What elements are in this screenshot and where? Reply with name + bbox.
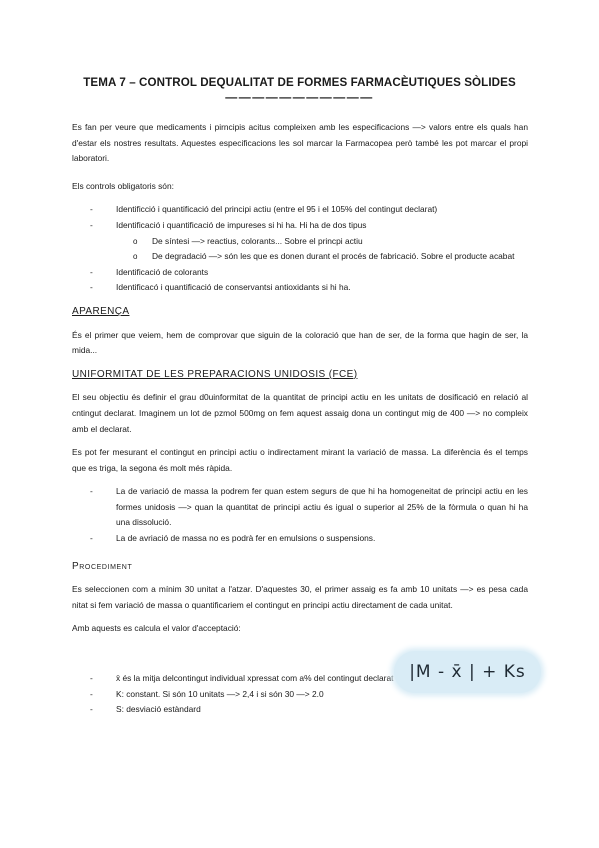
section-heading-aparenca: APARENÇA xyxy=(72,305,130,317)
title-underline: ——————————— xyxy=(225,90,374,104)
procediment-paragraph-1: Es seleccionen com a mínim 30 unitat a l'atzar. D'aquestes 30, el primer assaig es fa amb 10 unitats —> es pesa cada nitat si fem variació de massa o quantificariem el contingut en principi actiu directament de cada unitat. xyxy=(72,584,528,610)
intro-paragraph: Es fan per veure que medicaments i pirncipis acitus compleixen amb les especificacions —> valors entre els quals han d'estar els nostres resultats. Aquestes especificacions les sol marcar la Farmacopea però també les pot marcar el propi laboratori. xyxy=(72,122,528,164)
list-item: - Identificació de colorants xyxy=(72,265,528,281)
formula-text: |M - x̄ | + Ks xyxy=(409,662,526,682)
controls-list xyxy=(72,202,528,296)
procediment-paragraph-2: Amb aquests es calcula el valor d'acceptació: xyxy=(72,623,241,634)
list-item: o De degradació —> són les que es donen durant el procés de fabricació. Sobre el producte acabat xyxy=(72,249,528,265)
page-title: TEMA 7 – CONTROL DEQUALITAT DE FORMES FARMACÈUTIQUES SÒLIDES xyxy=(83,76,516,89)
list-item: - Identificació i quantificació de impureses si hi ha. Hi ha de dos tipus o De síntesi —> reactius, colorants... Sobre el princpi actiu o De degradació —> són les que es donen durant el procés de fabricació. Sobre el producte acabat xyxy=(72,218,528,265)
section-heading-procediment: Procediment xyxy=(72,560,133,572)
list-item: - Identificacó i quantificació de conservantsi antioxidants si hi ha. xyxy=(72,280,528,296)
list-item: - La de avriació de massa no es podrà fer en emulsions o suspensions. xyxy=(72,531,528,547)
uniformitat-paragraph-1: El seu objectiu és definir el grau d0uinformitat de la quantitat de principi actiu en les unitats de dosificació en relació al cntingut declarat. Imaginem un lot de pzmol 500mg on fem aquest assaig dona un contingut mig de 400 —> no compleix amb el declarat. xyxy=(72,392,528,434)
list-item: - x̄ és la mitja delcontingut individual xpressat com a% del contingut declarat xyxy=(72,671,528,687)
uniformitat-list xyxy=(72,484,528,546)
impurity-types-list xyxy=(116,234,528,265)
document-body xyxy=(72,120,528,718)
controls-heading: Els controls obligatoris són: xyxy=(72,180,174,191)
list-item: - Identificció i quantificació del principi actiu (entre el 95 i el 105% del contingut declarat) xyxy=(72,202,528,218)
uniformitat-paragraph-2: Es pot fer mesurant el contingut en principi actiu o indirectament mirant la variació de massa. La diferència és el temps que es triga, la segona és molt més ràpida. xyxy=(72,447,528,473)
aparenca-paragraph: És el primer que veiem, hem de comprovar que siguin de la coloració que han de ser, de la forma que hagin de ser, la mida... xyxy=(72,329,528,356)
acceptance-value-formula xyxy=(394,651,541,693)
list-item: - S: desviació estàndard xyxy=(72,702,528,718)
list-item: - K: constant. Si són 10 unitats —> 2,4 i si són 30 —> 2.0 xyxy=(72,687,528,703)
list-item: o De síntesi —> reactius, colorants... Sobre el princpi actiu xyxy=(72,234,528,250)
list-item: - La de variació de massa la podrem fer quan estem segurs de que hi ha homogeneitat de principi actiu en les formes unidosis —> quan la quantitat de principi actiu és igual o superior al 25% de la fòrmula o quan hi ha una dissolució. xyxy=(72,484,528,531)
section-heading-uniformitat: UNIFORMITAT DE LES PREPARACIONS UNIDOSIS (FCE) xyxy=(72,368,358,380)
